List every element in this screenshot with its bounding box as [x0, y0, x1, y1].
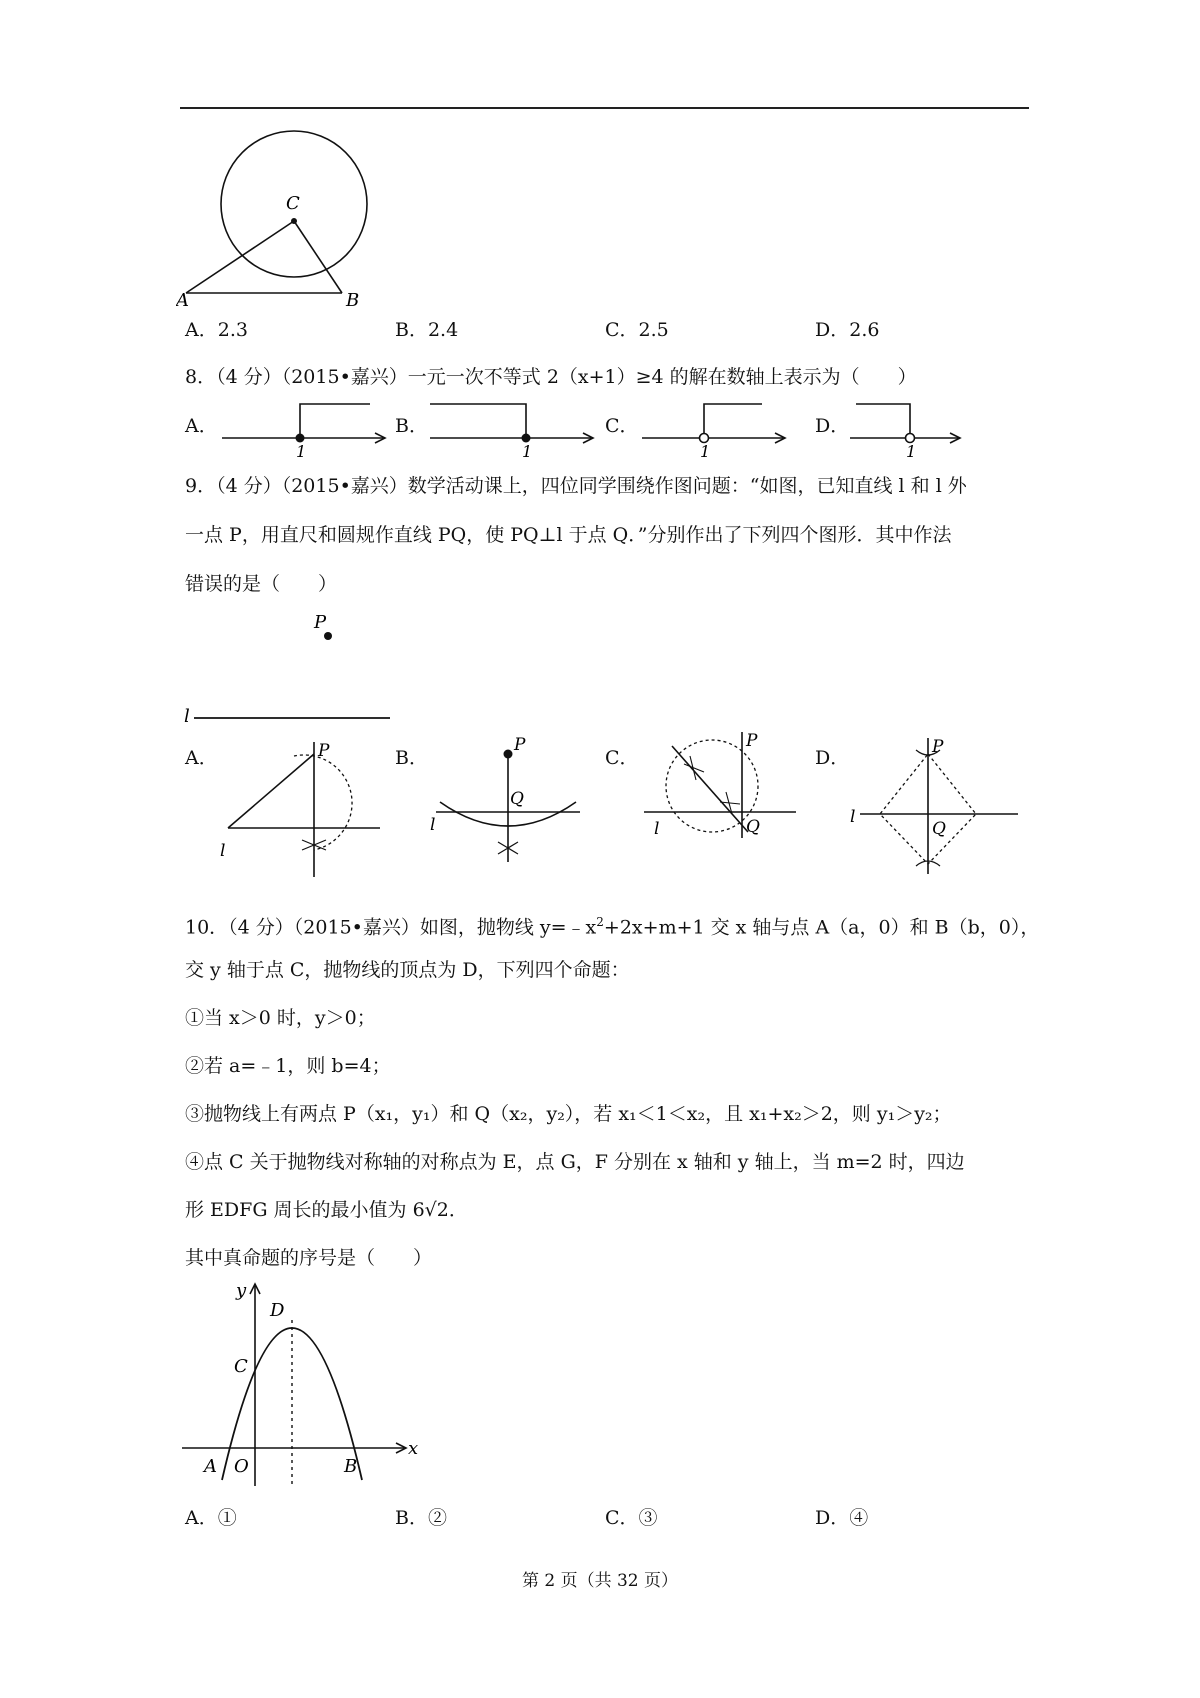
- q9-c-q-label: Q: [746, 817, 760, 837]
- q8-a-tick: 1: [296, 442, 307, 460]
- q10-parabola-graph: [178, 1276, 428, 1490]
- q10-line-1: 10．（4 分）（2015•嘉兴）如图，抛物线 $y=﹣x^2+2x+m+1$ 交 x 轴与点 A（a，0）和 B（b，0），: [185, 915, 1040, 939]
- q9-d-p-label: P: [932, 737, 944, 757]
- q9-option-a-label[interactable]: A．: [185, 747, 218, 769]
- q10-option-b[interactable]: B．②: [395, 1507, 447, 1529]
- q8-c-tick: 1: [700, 442, 711, 460]
- q10-o-label: O: [234, 1456, 249, 1477]
- q10-proposition-4b: 形 EDFG 周长的最小值为 6√2．: [185, 1199, 468, 1221]
- q10-option-c[interactable]: C．③: [605, 1507, 658, 1529]
- q9-a-l-label: l: [220, 841, 226, 861]
- q8-option-d-label[interactable]: D．: [815, 415, 850, 437]
- q10-b-label: B: [344, 1456, 358, 1477]
- q10-option-a[interactable]: A．①: [185, 1507, 237, 1529]
- q7-label-a: A: [176, 290, 189, 308]
- q9-b-l-label: l: [430, 815, 436, 835]
- q9-d-q-label: Q: [932, 819, 946, 839]
- q8-number-line-c: [640, 398, 790, 460]
- q8-stem: 8．（4 分）（2015•嘉兴）一元一次不等式 2（x+1）≥4 的解在数轴上表示为（ ）: [185, 366, 917, 388]
- q10-d-label: D: [270, 1300, 285, 1321]
- q7-label-b: B: [346, 290, 360, 308]
- q9-option-b-label[interactable]: B．: [395, 747, 428, 769]
- q7-option-d[interactable]: D．2.6: [815, 319, 880, 341]
- q8-d-tick: 1: [906, 442, 917, 460]
- q7-figure: [176, 128, 386, 308]
- q8-number-line-d: [848, 398, 968, 460]
- q9-c-p-label: P: [746, 731, 758, 751]
- q10-proposition-4a: ④点 C 关于抛物线对称轴的对称点为 E，点 G，F 分别在 x 轴和 y 轴上，当 m=2 时，四边: [185, 1151, 965, 1173]
- q10-proposition-2: ②若 a=﹣1，则 b=4；: [185, 1055, 391, 1077]
- q10-a-label: A: [204, 1456, 217, 1477]
- q8-option-a-label[interactable]: A．: [185, 415, 218, 437]
- q9-line-3: 错误的是（ ）: [185, 573, 338, 595]
- q9-fig-l-label: l: [184, 706, 190, 727]
- q10-proposition-3: ③抛物线上有两点 P（x₁，y₁）和 Q（x₂，y₂），若 x₁＜1＜x₂，且 x₁+x₂＞2，则 y₁＞y₂；: [185, 1103, 952, 1125]
- q8-b-tick: 1: [522, 442, 533, 460]
- q7-option-a[interactable]: A．2.3: [185, 319, 248, 341]
- q9-b-p-label: P: [514, 735, 526, 755]
- q9-fig-p-label: P: [314, 612, 327, 633]
- page-footer: 第 2 页（共 32 页）: [521, 1571, 679, 1591]
- q9-option-d-label[interactable]: D．: [815, 747, 850, 769]
- q9-c-l-label: l: [654, 819, 660, 839]
- q9-option-c-label[interactable]: C．: [605, 747, 639, 769]
- q10-c-label: C: [234, 1356, 248, 1377]
- header-rule: [180, 107, 1029, 109]
- q9-line-1: 9．（4 分）（2015•嘉兴）数学活动课上，四位同学围绕作图问题：“如图，已知直线 l 和 l 外: [185, 475, 967, 497]
- q10-y-label: y: [236, 1280, 247, 1301]
- q10-line-2: 交 y 轴于点 C，抛物线的顶点为 D，下列四个命题：: [185, 959, 630, 981]
- q9-option-a-figure: [214, 732, 394, 882]
- q8-number-line-b: [428, 398, 598, 460]
- q9-option-c-figure: [636, 726, 816, 866]
- q9-given-figure: [180, 606, 400, 728]
- q8-option-c-label[interactable]: C．: [605, 415, 639, 437]
- q9-a-p-label: P: [318, 741, 330, 761]
- q9-line-2: 一点 P，用直尺和圆规作直线 PQ，使 PQ⊥l 于点 Q．”分别作出了下列四个图形．其中作法: [185, 524, 952, 546]
- q7-option-c[interactable]: C．2.5: [605, 319, 669, 341]
- q7-option-b[interactable]: B．2.4: [395, 319, 459, 341]
- q9-d-l-label: l: [850, 807, 856, 827]
- q9-option-b-figure: [424, 730, 584, 870]
- q7-label-c: C: [286, 193, 300, 214]
- q10-x-label: x: [408, 1438, 419, 1459]
- q8-number-line-a: [220, 398, 390, 460]
- q9-b-q-label: Q: [510, 789, 524, 809]
- q9-option-d-figure: [846, 730, 1026, 878]
- q10-option-d[interactable]: D．④: [815, 1507, 869, 1529]
- q10-proposition-1: ①当 x＞0 时，y＞0；: [185, 1007, 376, 1029]
- q8-option-b-label[interactable]: B．: [395, 415, 428, 437]
- q10-question: 其中真命题的序号是（ ）: [185, 1247, 433, 1269]
